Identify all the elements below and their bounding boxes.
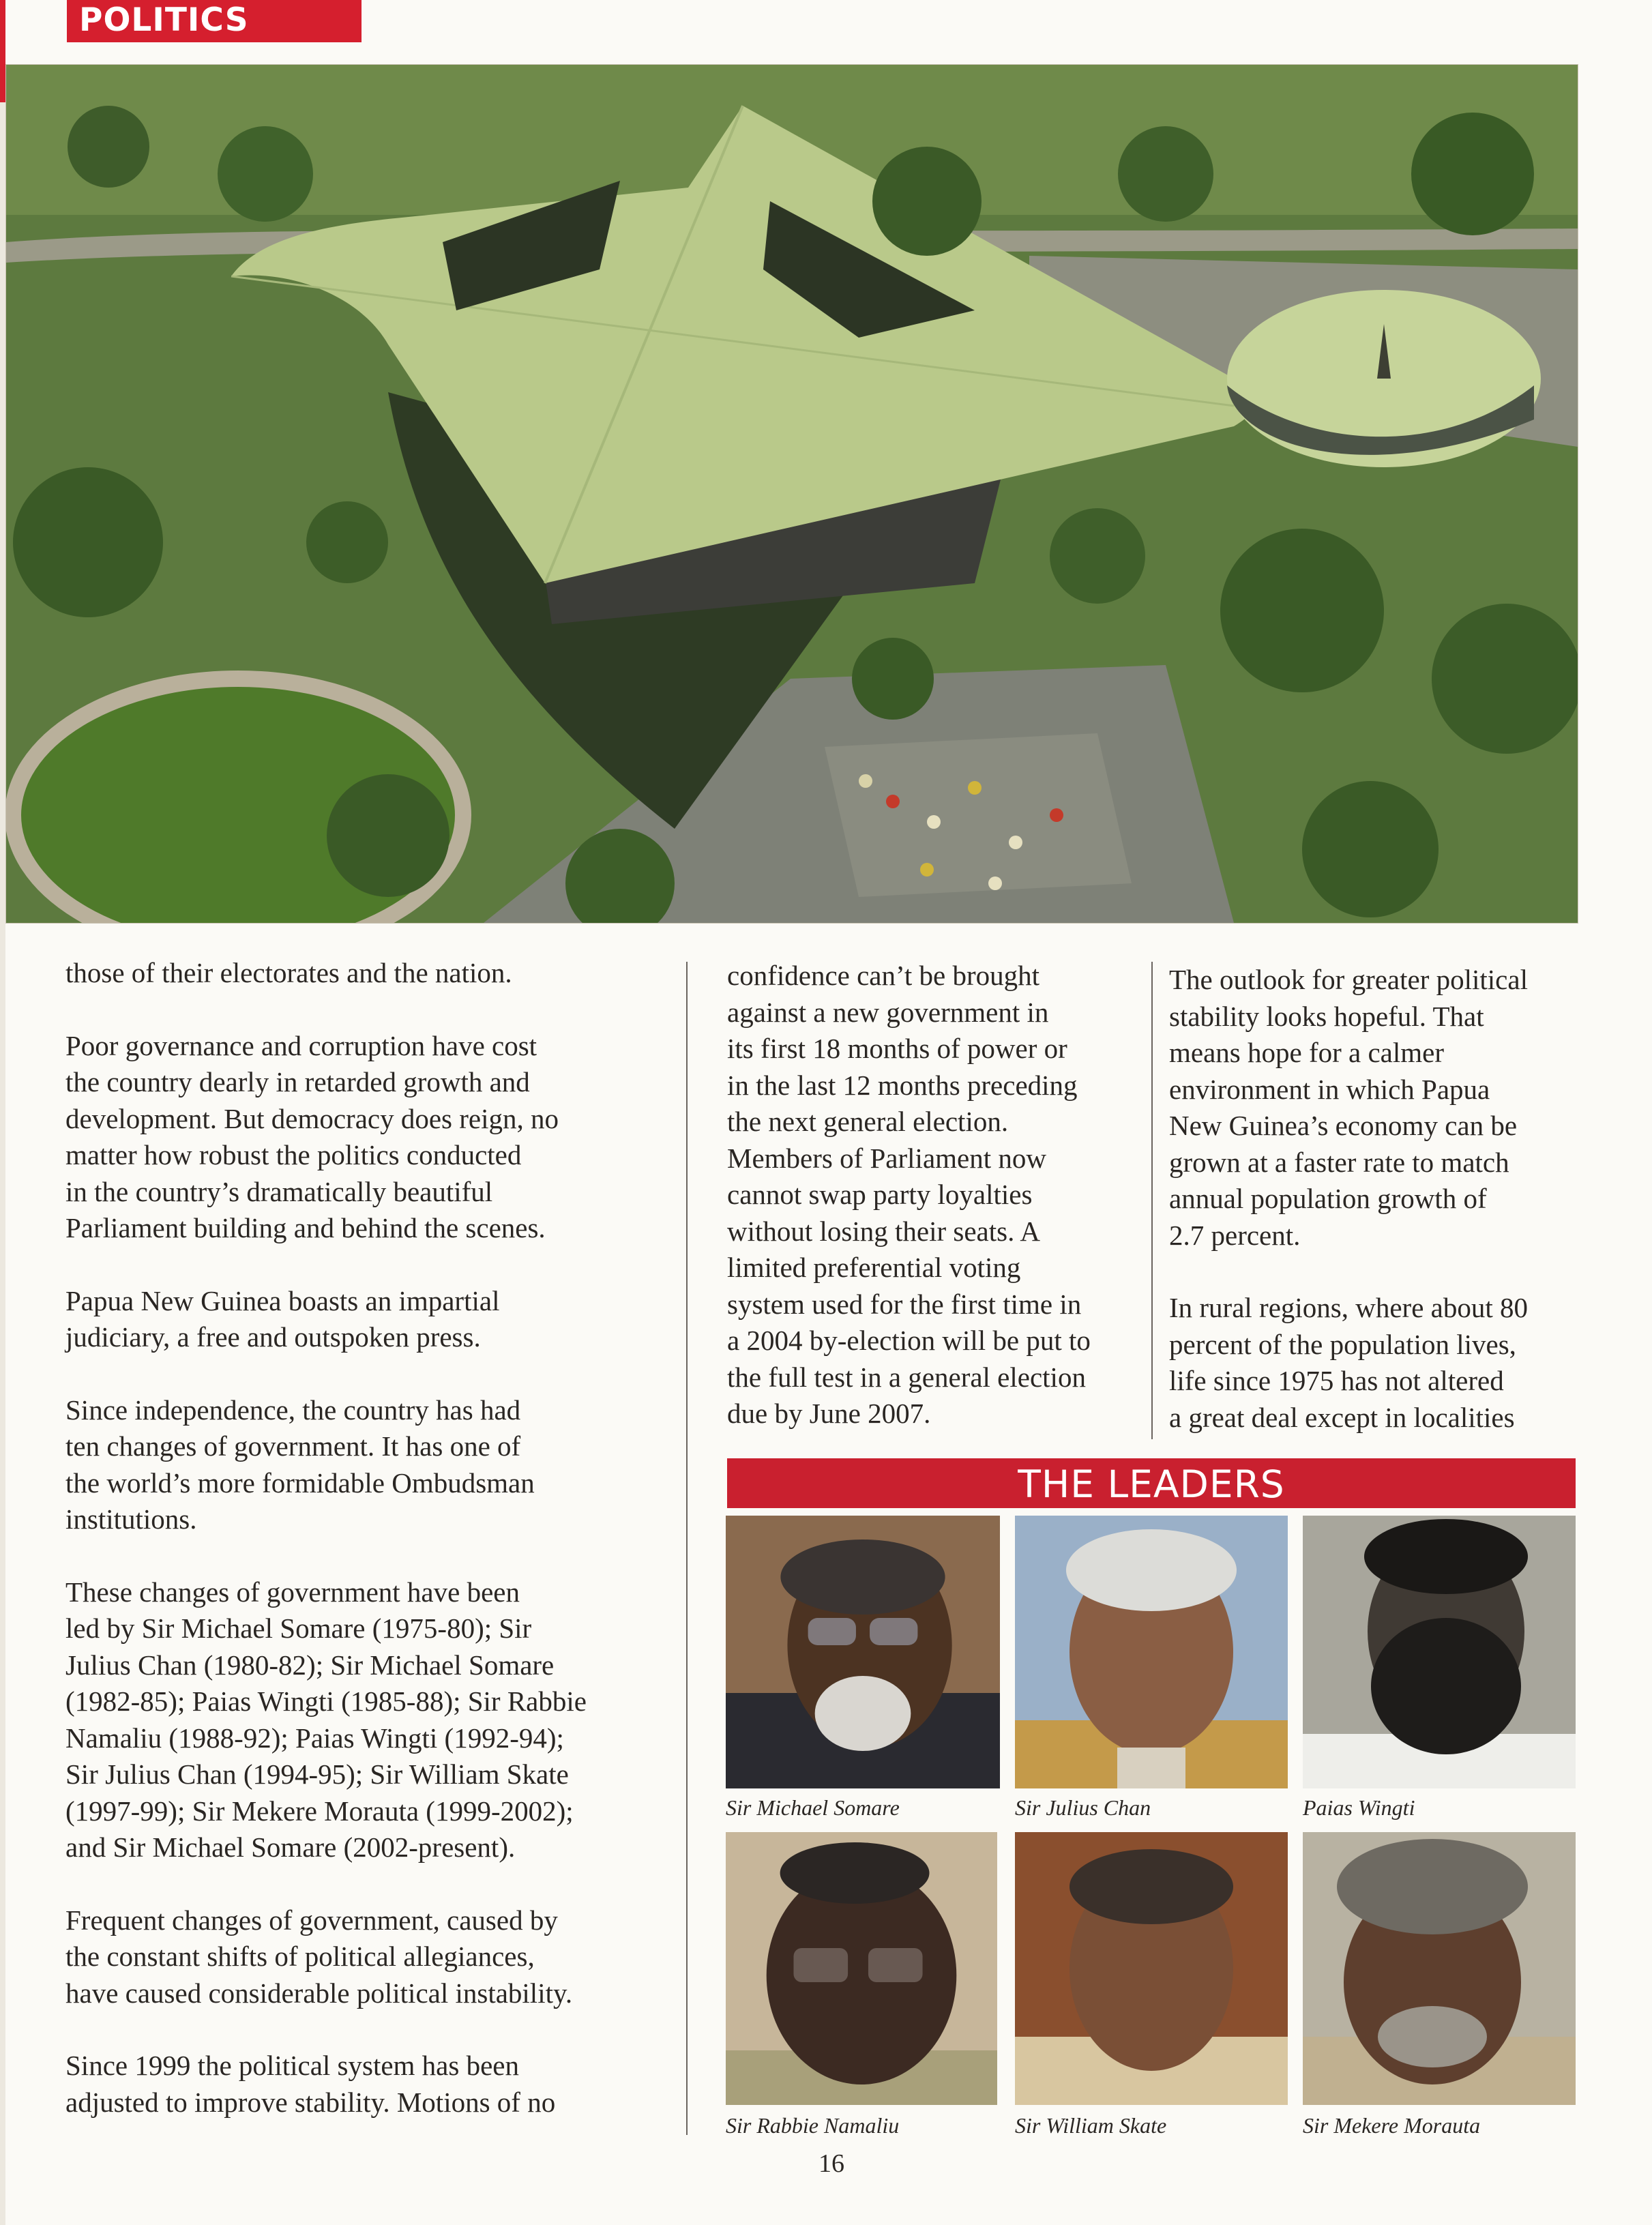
article-paragraph: In rural regions, where about 80 percent of the population lives, life since 1975 has not altered a great deal except in localities xyxy=(1169,1292,1528,1433)
article-paragraph: These changes of government have been led by Sir Michael Somare (1975-80); Sir Julius Chan (1980-82); Sir Michael Somare (1982-85); Paias Wingti (1985-88); Sir Rabbie Namaliu (1988-92); Paias Wingti (1992-94); Sir Julius Chan (1994-95); Sir William Skate (1997-99); Sir Mekere Morauta (1999-2002); and Sir Michael Somare (2002-present). xyxy=(65,1576,587,1863)
column-divider xyxy=(686,962,688,2135)
caption-wingti: Paias Wingti xyxy=(1303,1795,1415,1820)
article-paragraph: The outlook for greater political stability looks hopeful. That means hope for a calmer environment in which Papua New Guinea’s economy can be grown at a faster rate to match annual population growth of 2.7 percent. xyxy=(1169,964,1528,1251)
caption-morauta: Sir Mekere Morauta xyxy=(1303,2113,1481,2138)
portrait-somare xyxy=(726,1516,1000,1788)
parliament-aerial-photo xyxy=(5,64,1578,924)
article-paragraph: Frequent changes of government, caused by the constant shifts of political allegiances, have caused considerable political instability. xyxy=(65,1904,573,2009)
article-column-3 xyxy=(1169,962,1592,1472)
page-number: 16 xyxy=(818,2149,844,2178)
caption-chan: Sir Julius Chan xyxy=(1015,1795,1151,1820)
leaders-banner: THE LEADERS xyxy=(727,1458,1576,1508)
article-paragraph: confidence can’t be brought against a new government in its first 18 months of power or in the last 12 months preceding the next general election. Members of Parliament now cannot swap party loyalties without losing their seats. A limited preferential voting system used for the first time in a 2004 by-election will be put to the full test in a general election due by June 2007. xyxy=(727,960,1091,1429)
caption-skate: Sir William Skate xyxy=(1015,2113,1167,2138)
page-edge xyxy=(0,0,5,2225)
portrait-chan xyxy=(1015,1516,1288,1788)
section-tab: POLITICS xyxy=(67,0,362,42)
article-paragraph: Since independence, the country has had ten changes of government. It has one of the world’s more formidable Ombudsman institutions. xyxy=(65,1394,535,1535)
article-column-2 xyxy=(727,958,1136,1469)
portrait-wingti xyxy=(1303,1516,1576,1788)
caption-somare: Sir Michael Somare xyxy=(726,1795,900,1820)
portrait-namaliu xyxy=(726,1832,997,2105)
article-paragraph: Papua New Guinea boasts an impartial judiciary, a free and outspoken press. xyxy=(65,1284,500,1353)
caption-namaliu: Sir Rabbie Namaliu xyxy=(726,2113,900,2138)
column-divider xyxy=(1151,962,1153,1439)
article-paragraph: those of their electorates and the nation. xyxy=(65,957,512,988)
article-paragraph: Poor governance and corruption have cost the country dearly in retarded growth and development. But democracy does reign, no matter how robust the politics conducted in the country’s dramatically beautiful Parliament building and behind the scenes. xyxy=(65,1029,559,1243)
portrait-skate xyxy=(1015,1832,1288,2105)
article-column-1 xyxy=(65,955,652,2157)
article-paragraph: Since 1999 the political system has been adjusted to improve stability. Motions of no xyxy=(65,2050,556,2118)
portrait-morauta xyxy=(1303,1832,1576,2105)
